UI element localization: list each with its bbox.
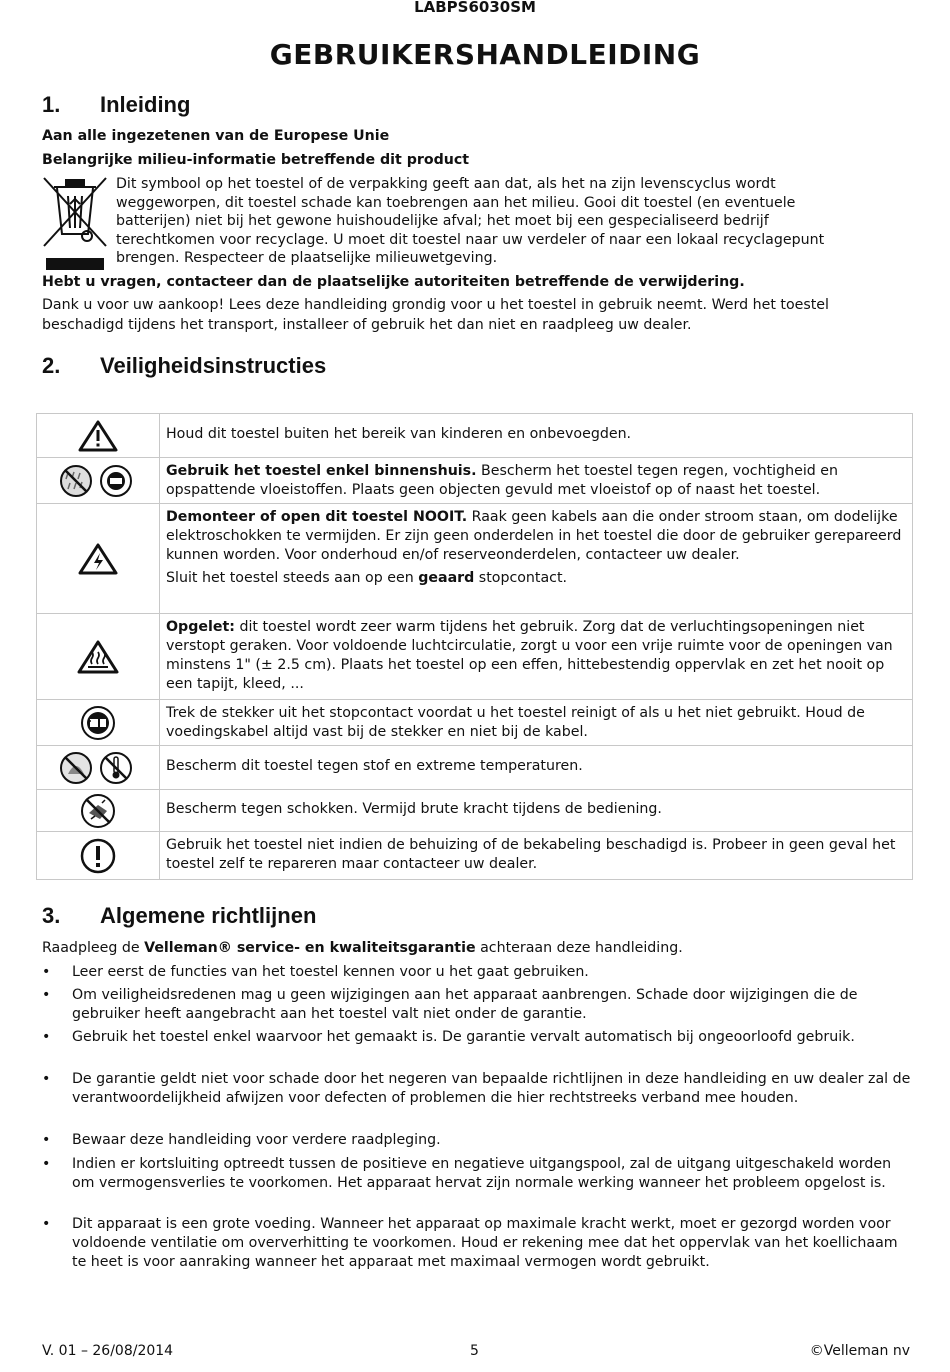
section-1-title: Inleiding bbox=[100, 92, 191, 117]
disposal-contact-notice: Hebt u vragen, contacteer dan de plaatselijke autoriteiten betreffende de verwijdering. bbox=[42, 274, 745, 290]
hot-surface-icon bbox=[76, 639, 120, 675]
safety-text-cell: Gebruik het toestel niet indien de behuizing of de bekabeling beschadigd is. Probeer in geen geval het toestel zelf te repareren maar contacteer uw dealer. bbox=[160, 832, 913, 880]
warning-triangle-icon bbox=[77, 419, 119, 453]
section-3-title: Algemene richtlijnen bbox=[100, 903, 317, 928]
list-item: • Dit apparaat is een grote voeding. Wanneer het apparaat op maximale kracht werkt, moet er gezorgd worden voor voldoende ventilatie om oververhitting te voorkomen. Houd er rekening mee dat het oppervlak van het koellichaam te heet is voor aanraking wanneer het apparaat met maximaal vermogen wordt gebruikt. bbox=[42, 1216, 898, 1270]
safety-text-cell: Trek de stekker uit het stopcontact voordat u het toestel reinigt of als u het niet gebruikt. Houd de voedingskabel altijd vast bij de stekker en niet bij de kabel. bbox=[160, 700, 913, 746]
footer-copyright: ©Velleman nv bbox=[809, 1343, 910, 1359]
safety-text-cell: Opgelet: dit toestel wordt zeer warm tijdens het gebruik. Zorg dat de verluchtingsopeningen niet verstopt geraken. Voor voldoende luchtcirculatie, zorgt u voor een vrije ruimte voor de openingen van minstens 1" (± 2.5 cm). Plaats het toestel op een effen, hittebestendig oppervlak en zet het nooit op een tapijt, kleed, ... bbox=[160, 614, 913, 700]
safety-row bbox=[37, 458, 913, 504]
footer-version: V. 01 – 26/08/2014 bbox=[42, 1343, 174, 1359]
safety-row bbox=[37, 746, 913, 790]
safety-icon-cell bbox=[37, 414, 160, 458]
weee-line-1: Dit symbool op het toestel of de verpakking geeft aan dat, als het na zijn levenscyclus wordt bbox=[116, 176, 776, 192]
document-title: GEBRUIKERSHANDLEIDING bbox=[269, 38, 701, 71]
weee-line-2: weggeworpen, dit toestel schade kan toebrengen aan het milieu. Gooi dit toestel (en eventuele bbox=[116, 194, 796, 211]
thanks-paragraph: Dank u voor uw aankoop! Lees deze handleiding grondig voor u het toestel in gebruik neemt. Werd het toestel beschadigd tijdens het transport, installeer of gebruik het dan niet en raadpleeg uw dealer. bbox=[42, 297, 829, 333]
safety-icon-cell bbox=[37, 832, 160, 880]
safety-icon-cell bbox=[37, 458, 160, 504]
section-3-number: 3. bbox=[42, 903, 61, 928]
list-item: • Bewaar deze handleiding voor verdere raadpleging. bbox=[42, 1132, 441, 1148]
weee-text bbox=[116, 175, 824, 268]
safety-row bbox=[37, 414, 913, 458]
unplug-icon bbox=[80, 705, 116, 741]
section-2-title: Veiligheidsinstructies bbox=[100, 353, 327, 378]
safety-icon-cell bbox=[37, 614, 160, 700]
weee-line-5: brengen. Respecteer de plaatselijke milieuwetgeving. bbox=[116, 250, 498, 266]
safety-row bbox=[37, 790, 913, 832]
eu-residents-subheading: Aan alle ingezetenen van de Europese Unie bbox=[42, 128, 390, 144]
safety-text-cell: Demonteer of open dit toestel NOOIT. Raak geen kabels aan die onder stroom staan, om dodelijke elektroschokken te vermijden. Er zijn geen onderdelen in het toestel die door de gebruiker gerepareerd kunnen worden. Voor onderhoud en/of reserveonderdelen, contacteer uw dealer. Sluit het toestel steeds aan op een geaard stopcontact. bbox=[160, 504, 913, 614]
safety-instructions-table bbox=[36, 413, 913, 880]
section-2-number: 2. bbox=[42, 353, 61, 378]
safety-text-cell: Bescherm dit toestel tegen stof en extreme temperaturen. bbox=[160, 746, 913, 790]
safety-icon-cell bbox=[37, 504, 160, 614]
guarantee-reference: Raadpleeg de Velleman® service- en kwaliteitsgarantie achteraan deze handleiding. bbox=[42, 940, 683, 956]
safety-icon-cell bbox=[37, 790, 160, 832]
list-item: • De garantie geldt niet voor schade door het negeren van bepaalde richtlijnen in deze handleiding en uw dealer zal de verantwoordelijkheid afwijzen voor defecten of problemen die hier rechtstreeks verband mee houden. bbox=[42, 1071, 911, 1106]
section-2-heading bbox=[42, 353, 326, 379]
list-item: • Om veiligheidsredenen mag u geen wijzigingen aan het apparaat aanbrengen. Schade door wijzigingen die de gebruiker heeft aangebracht aan het toestel valt niet onder de garantie. bbox=[42, 987, 858, 1022]
model-number: LABPS6030SM bbox=[414, 0, 536, 16]
safety-row bbox=[37, 614, 913, 700]
safety-icon-cell bbox=[37, 746, 160, 790]
list-item: • Leer eerst de functies van het toestel kennen voor u het gaat gebruiken. bbox=[42, 964, 589, 980]
dust-temperature-icon bbox=[58, 750, 138, 786]
safety-text-cell: Bescherm tegen schokken. Vermijd brute kracht tijdens de bediening. bbox=[160, 790, 913, 832]
weee-bin-icon bbox=[42, 174, 108, 272]
list-item: • Indien er kortsluiting optreedt tussen de positieve en negatieve uitgangspool, zal de uitgang uitgeschakeld worden om vermogensverlies te voorkomen. Het apparaat hervat zijn normale werking wanneer het probleem opgelost is. bbox=[42, 1156, 892, 1191]
section-3-heading bbox=[42, 903, 316, 929]
safety-icon-cell bbox=[37, 700, 160, 746]
section-1-heading bbox=[42, 92, 190, 118]
weee-line-4: terechtkomen voor recyclage. U moet dit toestel naar uw verdeler of naar een lokaal recyclagepunt bbox=[116, 231, 825, 248]
indoor-use-only-icon bbox=[58, 463, 138, 499]
exclamation-circle-icon bbox=[80, 838, 116, 874]
safety-text-cell: Houd dit toestel buiten het bereik van kinderen en onbevoegden. bbox=[160, 414, 913, 458]
no-shocks-icon bbox=[80, 793, 116, 829]
section-1-number: 1. bbox=[42, 92, 61, 117]
safety-text-cell: Gebruik het toestel enkel binnenshuis. Bescherm het toestel tegen regen, vochtigheid en opspattende vloeistoffen. Plaats geen objecten gevuld met vloeistof op of naast het toestel. bbox=[160, 458, 913, 504]
safety-row bbox=[37, 832, 913, 880]
electric-shock-icon bbox=[77, 542, 119, 576]
safety-row bbox=[37, 700, 913, 746]
list-item: • Gebruik het toestel enkel waarvoor het gemaakt is. De garantie vervalt automatisch bij ongeoorloofd gebruik. bbox=[42, 1029, 855, 1045]
footer-page-number: 5 bbox=[470, 1343, 479, 1359]
safety-row bbox=[37, 504, 913, 614]
environment-info-subheading: Belangrijke milieu-informatie betreffende dit product bbox=[42, 152, 470, 168]
weee-line-3: batterijen) niet bij het gewone huishoudelijke afval; het moet bij een gespecialiseerd bedrijf bbox=[116, 213, 769, 229]
